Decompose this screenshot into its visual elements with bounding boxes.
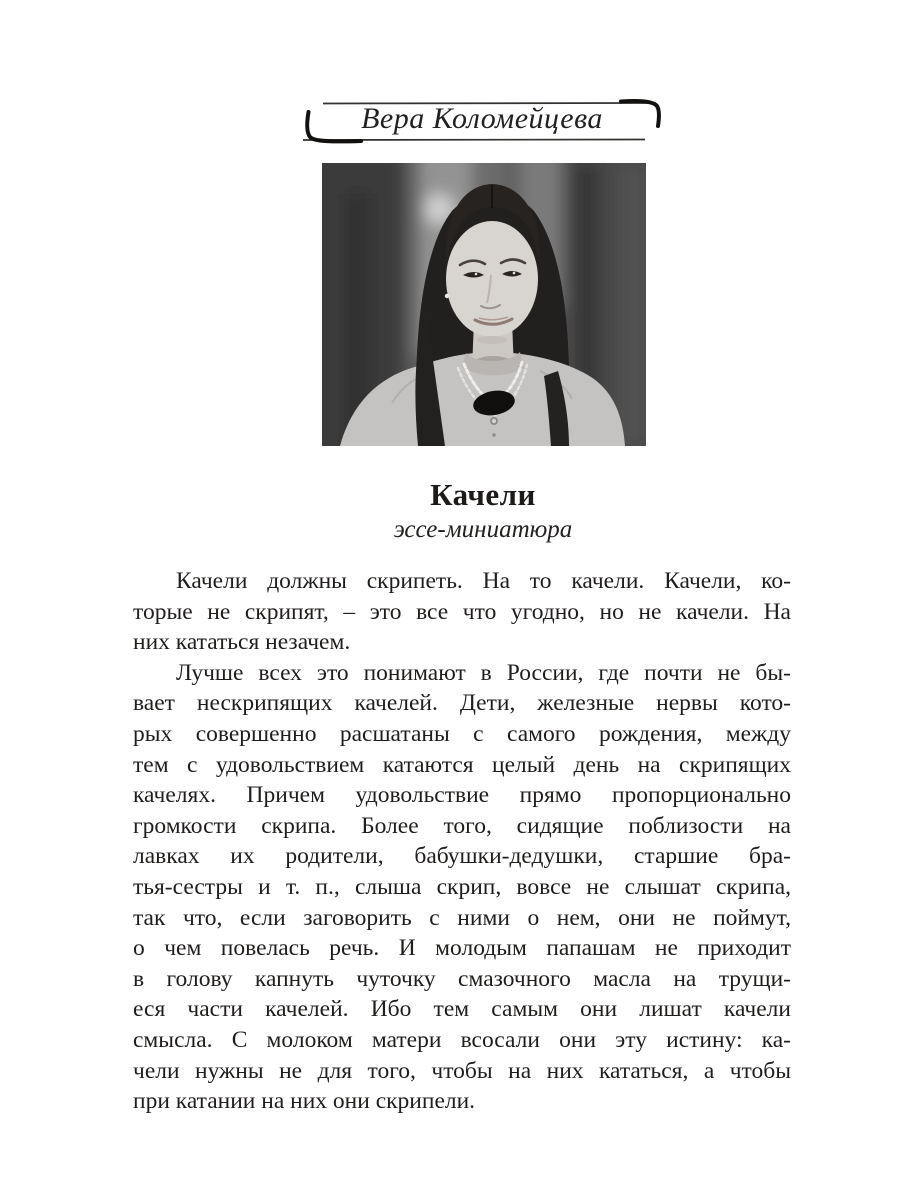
text-line: в голову капнуть чуточку смазочного масла на трущи- xyxy=(133,965,791,992)
text-line: о чем повелась речь. И молодым папашам не приходит xyxy=(133,935,791,962)
text-line: тья-сестры и т. п., слыша скрип, вовсе не слышат скрипа, xyxy=(133,873,791,900)
author-name: Вера Коломейцева xyxy=(361,102,603,135)
text-line: Лучше всех это понимают в России, где почти не бы- xyxy=(176,659,791,686)
text-line: так что, если заговорить с ними о нем, они не поймут, xyxy=(133,904,791,931)
text-line: Качели должны скрипеть. На то качели. Качели, ко- xyxy=(176,568,791,594)
text-line: торые не скрипят, – это все что угодно, но не качели. На xyxy=(133,598,791,625)
paragraph xyxy=(133,566,791,658)
essay-title: Качели xyxy=(430,477,536,512)
text-line: смысла. С молоком матери всосали они эту истину: ка- xyxy=(133,1026,791,1053)
text-line: еся части качелей. Ибо тем самым они лишат качели xyxy=(133,996,791,1023)
text-line: чели нужны не для того, чтобы на них кататься, а чтобы xyxy=(133,1057,791,1084)
portrait-image xyxy=(322,163,646,446)
essay-body xyxy=(133,566,791,1117)
text-line: вает нескрипящих качелей. Дети, железные нервы кото- xyxy=(133,690,791,717)
text-line: при катании на них они скрипели. xyxy=(133,1088,476,1115)
text-line: лавках их родители, бабушки-дедушки, старшие бра- xyxy=(133,843,791,870)
essay-subtitle: эссе-миниатюра xyxy=(393,516,573,543)
paragraph xyxy=(133,658,791,1117)
author-header xyxy=(301,94,663,148)
text-line: громкости скрипа. Более того, сидящие поблизости на xyxy=(133,812,791,839)
text-line: качелях. Причем удовольствие прямо пропорционально xyxy=(133,782,791,809)
text-line: тем с удовольствием катаются целый день на скрипящих xyxy=(133,751,791,778)
text-line: них кататься незачем. xyxy=(133,629,351,656)
text-line: рых совершенно расшатаны с самого рождения, между xyxy=(133,720,791,747)
author-photo xyxy=(322,163,646,446)
